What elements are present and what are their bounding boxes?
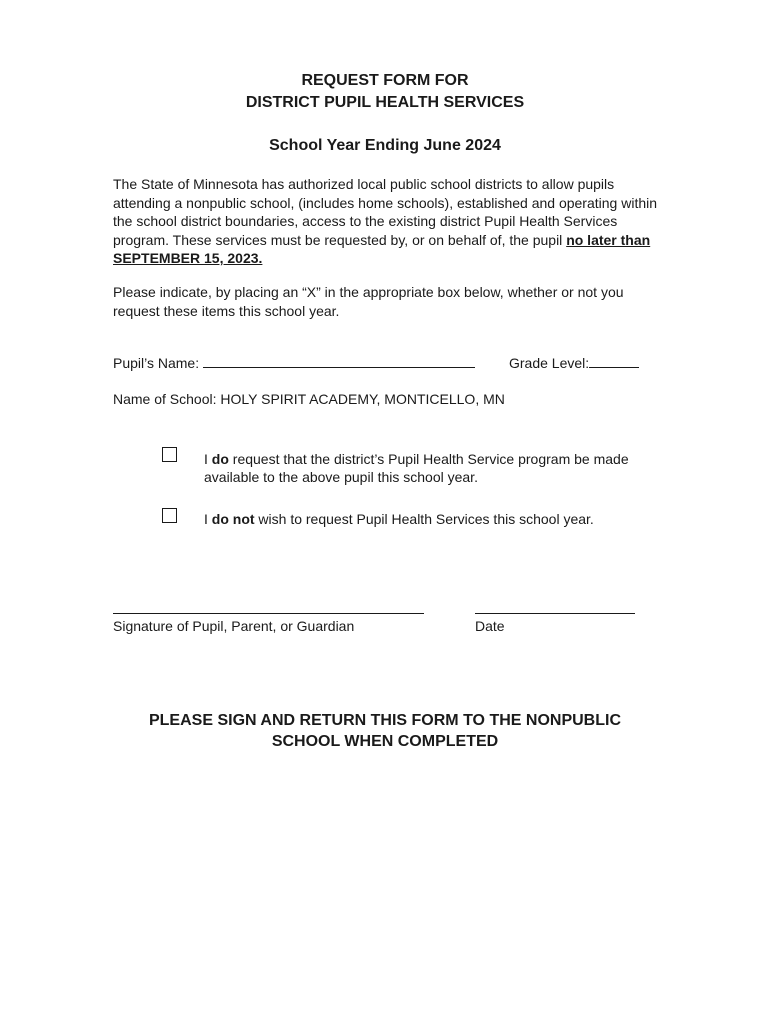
option-text: wish to request Pupil Health Services this school year. <box>254 511 594 527</box>
pupil-name-label: Pupil’s Name: <box>113 355 200 371</box>
grade-level-label: Grade Level: <box>509 355 590 371</box>
option-emphasis: do not <box>211 511 255 527</box>
request-option-text <box>204 450 654 486</box>
signature-label: Signature of Pupil, Parent, or Guardian <box>113 618 355 634</box>
decline-checkbox[interactable] <box>162 508 177 523</box>
pupil-name-row <box>113 354 475 372</box>
option-prefix: I <box>204 451 212 467</box>
school-name-row <box>113 390 505 408</box>
instruction-paragraph: Please indicate, by placing an “X” in the appropriate box below, whether or not you request these items this school year. <box>113 284 624 319</box>
grade-level-field[interactable] <box>589 354 639 368</box>
form-title-line2: DISTRICT PUPIL HEALTH SERVICES <box>245 94 525 111</box>
intro-text: The State of Minnesota has authorized local public school districts to allow pupils attending a nonpublic school, (includes home schools), established and operating within the school district boundaries, access to the existing district Pupil Health Services program. These services must be requested by, or on behalf of, the pupil <box>113 176 658 248</box>
deadline-text: no later than SEPTEMBER 15, 2023. <box>113 231 651 266</box>
option-text: request that the district’s Pupil Health Service program be made available to the above pupil this school year. <box>204 451 629 485</box>
date-line[interactable] <box>475 613 635 614</box>
school-name-value: HOLY SPIRIT ACADEMY, MONTICELLO, MN <box>220 391 505 407</box>
school-year-heading: School Year Ending June 2024 <box>269 137 501 154</box>
signature-line[interactable] <box>113 613 424 614</box>
request-checkbox[interactable] <box>162 447 177 462</box>
form-title-line1: REQUEST FORM FOR <box>301 72 469 89</box>
option-prefix: I <box>204 511 212 527</box>
school-name-label: Name of School: <box>113 391 217 407</box>
pupil-name-field[interactable] <box>203 354 475 368</box>
grade-level-row <box>509 354 639 372</box>
option-emphasis: do <box>211 451 229 467</box>
decline-option-text <box>204 510 654 528</box>
footer-line2: SCHOOL WHEN COMPLETED <box>271 733 499 750</box>
intro-paragraph <box>113 175 673 268</box>
footer-line1: PLEASE SIGN AND RETURN THIS FORM TO THE NONPUBLIC <box>148 712 621 729</box>
date-label: Date <box>475 618 505 634</box>
